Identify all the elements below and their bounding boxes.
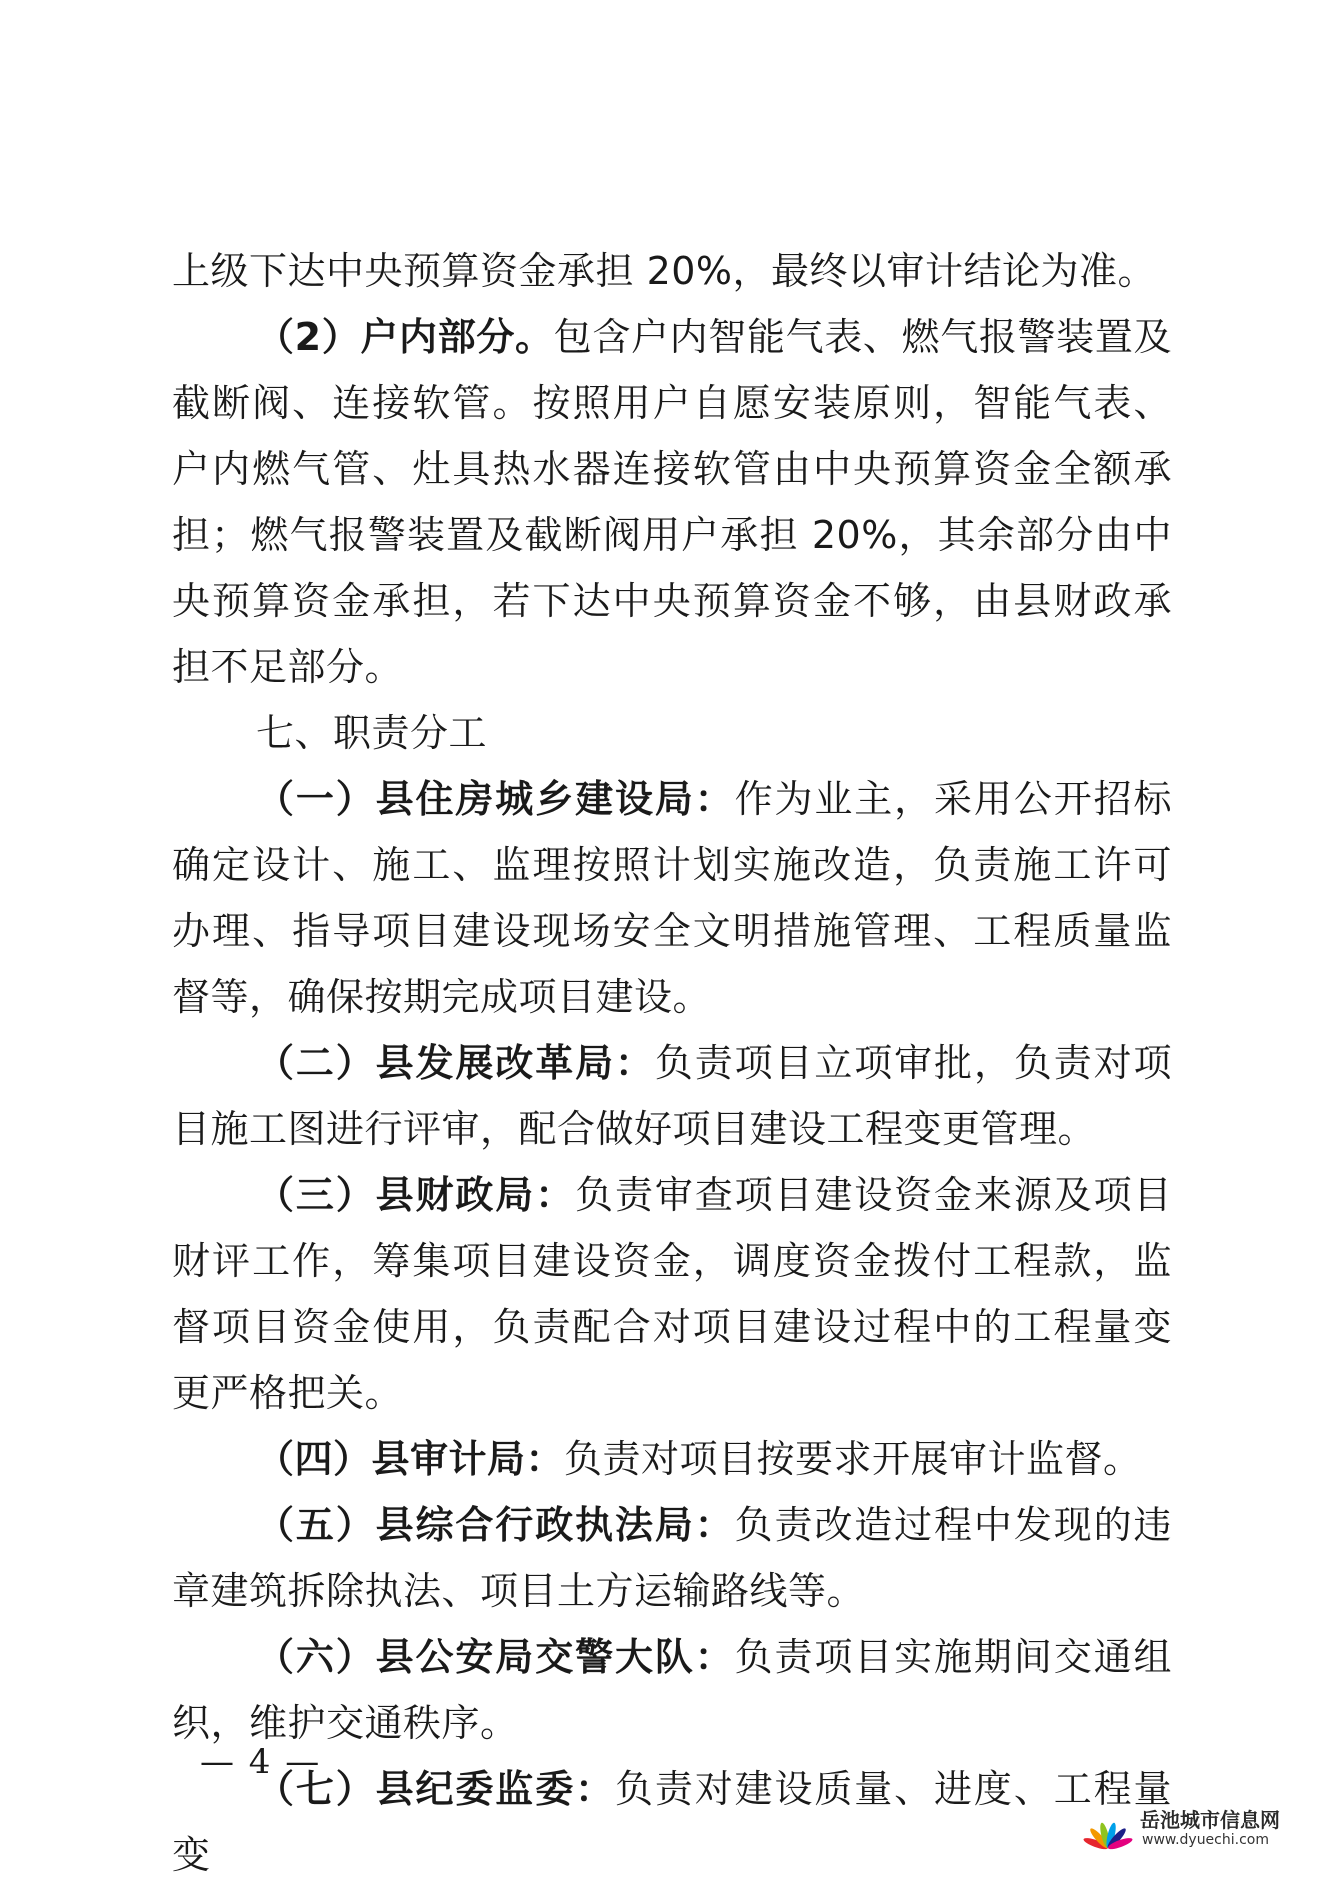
paragraph-text: 负责对项目按要求开展审计监督。	[564, 1437, 1142, 1481]
paragraph-heading: （一）县住房城乡建设局：	[256, 777, 735, 821]
paragraph	[172, 1624, 1172, 1756]
watermark-title: 岳池城市信息网	[1140, 1808, 1280, 1832]
paragraph-heading: （三）县财政局：	[256, 1173, 576, 1217]
paragraph-heading: （二）县发展改革局：	[256, 1041, 655, 1085]
watermark-url: www.dyuechi.com	[1142, 1832, 1269, 1848]
paragraph-text: 七、职责分工	[256, 711, 488, 755]
document-body	[172, 238, 1172, 1888]
paragraph-heading: （2）户内部分。	[256, 315, 554, 359]
paragraph	[172, 304, 1172, 700]
paragraph	[172, 1492, 1172, 1624]
paragraph-heading: （四）县审计局：	[256, 1437, 565, 1481]
paragraph	[172, 766, 1172, 1030]
page-number: — 4 —	[200, 1742, 322, 1782]
paragraph-text: 作为业主，采用公开招标确定设计、施工、监理按照计划实施改造，负责施工许可办理、指导项目建设现场安全文明措施管理、工程质量监督等，确保按期完成项目建设。	[172, 777, 1172, 1019]
paragraph-text: 上级下达中央预算资金承担 20%，最终以审计结论为准。	[172, 249, 1157, 293]
paragraph	[172, 1162, 1172, 1426]
fan-logo-icon	[1080, 1802, 1136, 1852]
paragraph	[172, 700, 1172, 766]
paragraph-text: 负责项目立项审批，负责对项目施工图进行评审，配合做好项目建设工程变更管理。	[172, 1041, 1172, 1151]
paragraph-text: 负责审查项目建设资金来源及项目财评工作，筹集项目建设资金，调度资金拨付工程款，监督项目资金使用，负责配合对项目建设过程中的工程量变更严格把关。	[172, 1173, 1172, 1415]
paragraph-heading: （七）县纪委监委：	[256, 1767, 615, 1811]
paragraph	[172, 1426, 1172, 1492]
paragraph-text: 负责对建设质量、进度、工程量变	[172, 1767, 1172, 1877]
site-watermark	[1080, 1798, 1310, 1860]
paragraph-text: 负责项目实施期间交通组织，维护交通秩序。	[172, 1635, 1172, 1745]
paragraph-heading: （六）县公安局交警大队：	[256, 1635, 735, 1679]
paragraph-text: 包含户内智能气表、燃气报警装置及截断阀、连接软管。按照用户自愿安装原则，智能气表、户内燃气管、灶具热水器连接软管由中央预算资金全额承担；燃气报警装置及截断阀用户承担 20%，其余部分由中央预算资金承担，若下达中央预算资金不够，由县财政承担不足部分。	[172, 315, 1172, 689]
paragraph	[172, 238, 1172, 304]
paragraph-text: 负责改造过程中发现的违章建筑拆除执法、项目土方运输路线等。	[172, 1503, 1172, 1613]
paragraph	[172, 1030, 1172, 1162]
paragraph-heading: （五）县综合行政执法局：	[256, 1503, 735, 1547]
paragraph	[172, 1756, 1172, 1888]
